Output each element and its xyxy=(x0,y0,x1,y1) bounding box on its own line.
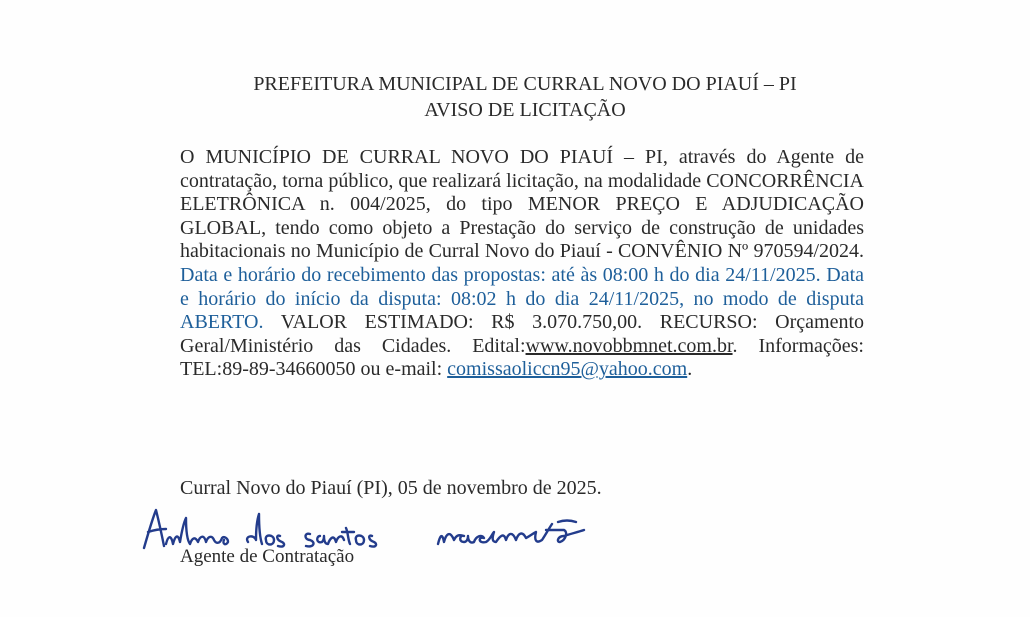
notice-body-intro: O MUNICÍPIO DE CURRAL NOVO DO PIAUÍ – PI, através do Agente de contratação, torna público, que realizará licitação, na modalidade CONCORRÊNCIA ELETRÔNICA n. 004/2025, do tipo MENOR PREÇO E ADJUDICAÇÃO GLOBAL, tendo como objeto a Prestação do serviço de construção de unidades habitacionais no Município de Curral Novo do Piauí - CONVÊNIO Nº 970594/2024. xyxy=(180,146,864,263)
signer-role: Agente de Contratação xyxy=(180,546,355,567)
edital-link[interactable]: www.novobbmnet.com.br xyxy=(525,334,733,357)
notice-body xyxy=(180,146,864,382)
notice-body-value: VALOR ESTIMADO: R$ 3.070.750,00. RECURSO: Orçamento Geral/Ministério das Cidades. Edital: xyxy=(180,311,864,357)
municipality-title: PREFEITURA MUNICIPAL DE CURRAL NOVO DO PIAUÍ – PI xyxy=(253,73,797,95)
date-line: Curral Novo do Piauí (PI), 05 de novembro de 2025. xyxy=(180,477,602,499)
notice-body-schedule: Data e horário do recebimento das propostas: até às 08:00 h do dia 24/11/2025. Data e horário do início da disputa: 08:02 h do dia 24/11/2025, no modo de disputa ABERTO. xyxy=(180,263,864,334)
notice-title: AVISO DE LICITAÇÃO xyxy=(424,99,626,121)
email-link[interactable]: comissaoliccn95@yahoo.com xyxy=(447,358,688,381)
notice-body-end: . xyxy=(687,358,693,381)
document-header xyxy=(180,71,870,123)
notice-body-contact: . Informações: TEL:89-89-34660050 ou e-mail: xyxy=(180,334,864,381)
